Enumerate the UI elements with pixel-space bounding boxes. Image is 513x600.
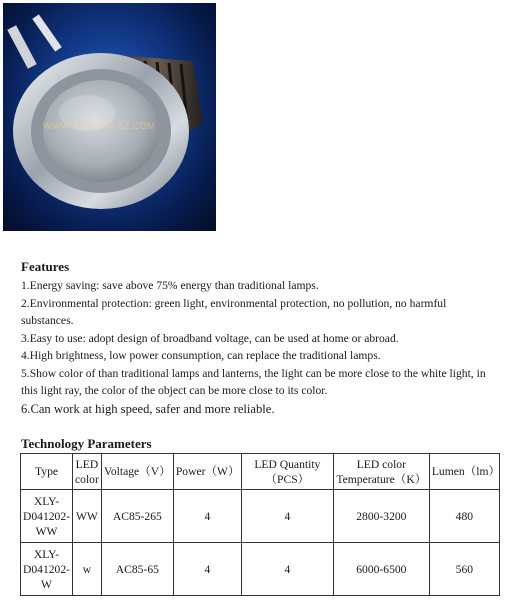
table-cell: 6000-6500: [333, 543, 429, 596]
features-heading: Features: [21, 259, 70, 274]
feature-item: 2.Environmental protection: green light, environmental protection, no pollution, no harmful substances.: [21, 296, 447, 327]
spring-clip-right: [32, 14, 61, 51]
feature-item: 1.Energy saving: save above 75% energy than traditional lamps.: [21, 279, 319, 292]
watermark: WWW.XYLIGHT-SZ.COM: [43, 121, 156, 131]
table-row: [21, 490, 500, 543]
params-heading: Technology Parameters: [21, 436, 152, 451]
table-header-row: [21, 454, 500, 490]
table-cell: 4: [173, 543, 241, 596]
table-cell: w: [73, 543, 102, 596]
features-section: [21, 259, 491, 419]
spring-clip-left: [7, 25, 36, 69]
table-cell: WW: [73, 490, 102, 543]
feature-item: 6.Can work at high speed, safer and more reliable.: [21, 401, 275, 416]
table-cell: 4: [241, 490, 333, 543]
header-cell: Lumen（lm）: [429, 454, 499, 490]
header-cell: LED color Temperature（K）: [333, 454, 429, 490]
table-cell: 4: [241, 543, 333, 596]
header-cell: Power（W）: [173, 454, 241, 490]
header-cell: LED Quantity（PCS）: [241, 454, 333, 490]
downlight-illustration: [3, 3, 216, 231]
table-cell: 560: [429, 543, 499, 596]
header-cell: LED color: [73, 454, 102, 490]
header-cell: Type: [21, 454, 73, 490]
feature-item: 5.Show color of than traditional lamps and lanterns, the light can be more close to the white light, in this light ray, the color of the object can be more close to its color.: [21, 366, 486, 397]
feature-item: 3.Easy to use: adopt design of broadband voltage, can be used at home or abroad.: [21, 331, 399, 345]
lens: [43, 80, 159, 182]
table-cell: AC85-265: [101, 490, 173, 543]
feature-item: 4.High brightness, low power consumption, can replace the traditional lamps.: [21, 349, 381, 362]
product-photo: [3, 3, 216, 231]
table-row: [21, 543, 500, 596]
table-cell: 480: [429, 490, 499, 543]
table-cell: 4: [173, 490, 241, 543]
table-cell: XLY-D041202-WW: [21, 490, 73, 543]
table-cell: XLY-D041202-W: [21, 543, 73, 596]
table-cell: AC85-65: [101, 543, 173, 596]
params-table: [20, 453, 500, 596]
table-cell: 2800-3200: [333, 490, 429, 543]
header-cell: Voltage（V）: [101, 454, 173, 490]
